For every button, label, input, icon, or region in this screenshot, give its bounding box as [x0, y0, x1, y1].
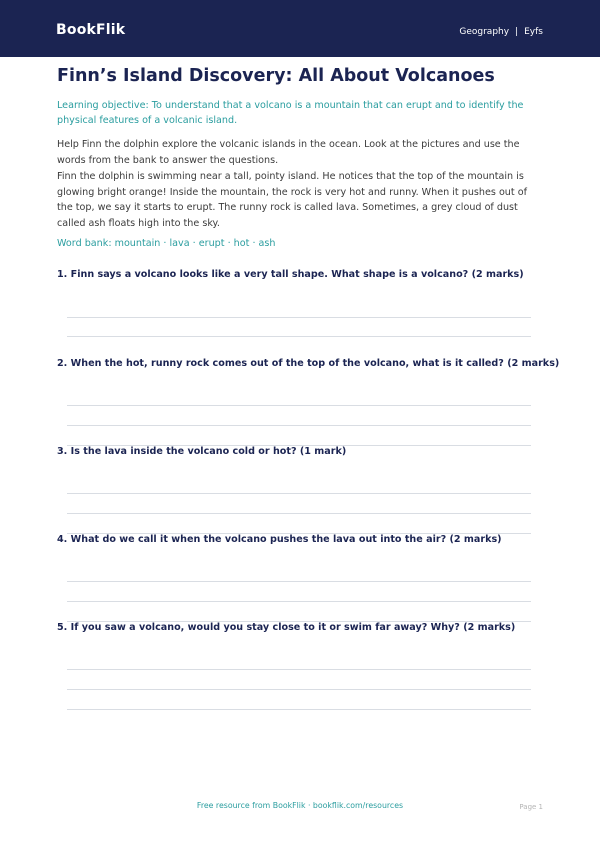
answer-line[interactable] [67, 709, 531, 710]
question-2: 2. When the hot, runny rock comes out of the top of the volcano, what is it called? (2 marks) [57, 358, 560, 369]
story-paragraph: Finn the dolphin is swimming near a tall, pointy island. He notices that the top of the mountain is glowing bright orange! Inside the mountain, the rock is very hot and runny. When it pushes out of the top, we say it starts to erupt. The runny rock is called lava. Sometimes, a grey cloud of dust called ash floats high into the sky. [57, 171, 527, 229]
answer-line[interactable] [67, 425, 531, 426]
question-5: 5. If you saw a volcano, would you stay close to it or swim far away? Why? (2 marks) [57, 622, 516, 633]
answer-line[interactable] [67, 493, 531, 494]
header-bar [0, 0, 600, 57]
level-label: Eyfs [524, 27, 543, 37]
question-3: 3. Is the lava inside the volcano cold or hot? (1 mark) [57, 446, 347, 457]
meta-separator: | [515, 27, 519, 37]
question-1: 1. Finn says a volcano looks like a very tall shape. What shape is a volcano? (2 marks) [57, 269, 524, 280]
answer-line[interactable] [67, 669, 531, 670]
answer-line[interactable] [67, 405, 531, 406]
answer-line[interactable] [67, 601, 531, 602]
answer-line[interactable] [67, 581, 531, 582]
page-number: Page 1 [519, 803, 543, 811]
intro-paragraph: Help Finn the dolphin explore the volcanic islands in the ocean. Look at the pictures and use the words from the bank to answer the questions. [57, 139, 520, 166]
question-4: 4. What do we call it when the volcano pushes the lava out into the air? (2 marks) [57, 534, 502, 545]
answer-line[interactable] [67, 513, 531, 514]
answer-line[interactable] [67, 336, 531, 337]
footer-credit[interactable]: Free resource from BookFlik · bookflik.com/resources [196, 801, 404, 810]
subject-label: Geography [459, 27, 510, 37]
answer-line[interactable] [67, 689, 531, 690]
header-meta [459, 27, 543, 37]
worksheet-title: Finn’s Island Discovery: All About Volcanoes [57, 66, 495, 86]
word-bank: Word bank: mountain · lava · erupt · hot · ash [57, 238, 276, 249]
brand-logo[interactable]: BookFlik [56, 22, 126, 38]
learning-objective: Learning objective: To understand that a volcano is a mountain that can erupt and to identify the physical features of a volcanic island. [57, 100, 524, 126]
answer-line[interactable] [67, 317, 531, 318]
